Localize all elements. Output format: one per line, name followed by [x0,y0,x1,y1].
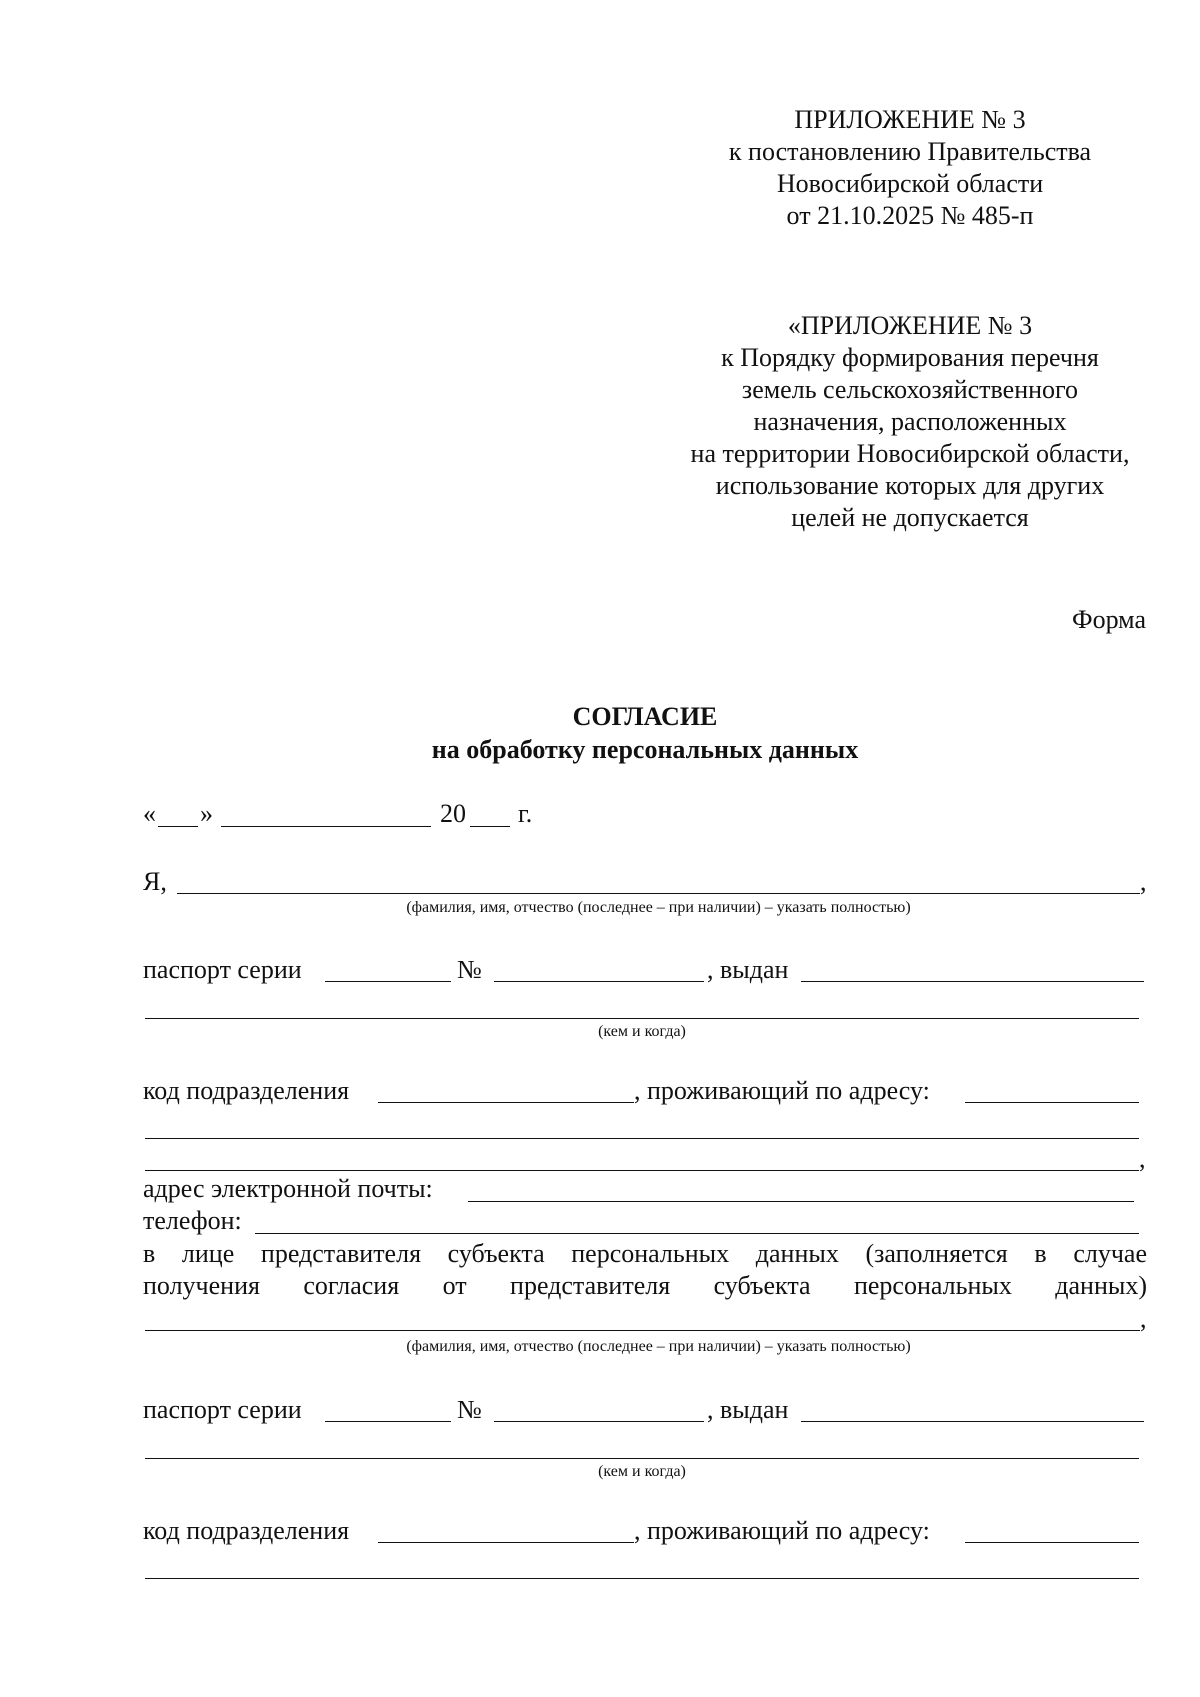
rep-passport-issued-caption: (кем и когда) [598,1463,686,1480]
address-field[interactable] [965,1102,1139,1103]
address-field-3[interactable] [145,1170,1139,1171]
rep-passport-issued-field[interactable] [801,1421,1144,1422]
passport-series-field[interactable] [325,981,451,982]
passport-issued-field[interactable] [801,981,1144,982]
rep-passport-number-field[interactable] [494,1421,704,1422]
date-year-field[interactable] [470,826,510,827]
representative-fio-field[interactable] [145,1330,1140,1331]
passport-number-field[interactable] [494,981,704,982]
division-code-field[interactable] [378,1102,634,1103]
inner-appendix-line: назначения, расположенных [753,407,1067,436]
inner-appendix-line: «ПРИЛОЖЕНИЕ № 3 [787,311,1033,340]
division-code-label: код подразделения [143,1076,350,1105]
passport-issued-field-2[interactable] [145,1018,1139,1019]
appendix-line: к постановлению Правительства [728,137,1092,166]
passport-issued-caption: (кем и когда) [598,1023,686,1040]
appendix-header [640,104,1180,232]
inner-appendix-header [640,310,1180,534]
appendix-line: от 21.10.2025 № 485-п [786,201,1034,230]
address-comma: , [1139,1144,1146,1173]
inner-appendix-line: целей не допускается [791,503,1029,532]
passport-series-label: паспорт серии [143,955,302,984]
phone-label: телефон: [143,1206,242,1235]
passport-issued-label: , выдан [707,955,789,984]
rep-passport-series-field[interactable] [325,1421,451,1422]
date-year-suffix: г. [518,799,533,828]
document-title: СОГЛАСИЕ [572,702,718,731]
i-label: Я, [143,867,167,896]
date-close-quote: » [200,799,213,828]
rep-address-field-2[interactable] [145,1578,1139,1579]
representative-text-line2: получения согласия от представителя субъекта персональных данных) [143,1271,1147,1300]
inner-appendix-line: земель сельскохозяйственного [741,375,1079,404]
address-field-2[interactable] [145,1138,1139,1139]
representative-fio-comma: , [1140,1304,1147,1333]
rep-passport-issued-field-2[interactable] [145,1458,1139,1459]
inner-appendix-line: на территории Новосибирской области, [690,439,1130,468]
inner-appendix-line: к Порядку формирования перечня [721,343,1099,372]
phone-field[interactable] [255,1233,1139,1234]
rep-division-code-field[interactable] [378,1542,634,1543]
residing-label: , проживающий по адресу: [634,1076,930,1105]
date-month-field[interactable] [221,826,431,827]
document-subtitle: на обработку персональных данных [431,735,859,764]
fio-caption: (фамилия, имя, отчество (последнее – при наличии) – указать полностью) [406,899,911,916]
appendix-line: ПРИЛОЖЕНИЕ № 3 [794,105,1026,134]
fio-field[interactable] [177,893,1140,894]
email-field[interactable] [468,1201,1134,1202]
rep-residing-label: , проживающий по адресу: [634,1516,930,1545]
email-label: адрес электронной почты: [143,1174,433,1203]
inner-appendix-line: использование которых для других [715,471,1105,500]
appendix-line: Новосибирской области [776,169,1044,198]
rep-passport-series-label: паспорт серии [143,1395,302,1424]
rep-division-code-label: код подразделения [143,1516,350,1545]
passport-number-sign: № [457,955,482,984]
representative-text-line1: в лице представителя субъекта персональных данных (заполняется в случае [143,1239,1147,1268]
date-year-prefix: 20 [440,799,466,828]
form-label: Форма [1072,605,1146,634]
date-open-quote: « [143,799,156,828]
rep-address-field[interactable] [965,1542,1139,1543]
rep-passport-issued-label: , выдан [707,1395,789,1424]
fio-comma: , [1140,867,1147,896]
rep-passport-number-sign: № [457,1395,482,1424]
representative-fio-caption: (фамилия, имя, отчество (последнее – при наличии) – указать полностью) [406,1338,911,1355]
date-day-field[interactable] [158,826,198,827]
